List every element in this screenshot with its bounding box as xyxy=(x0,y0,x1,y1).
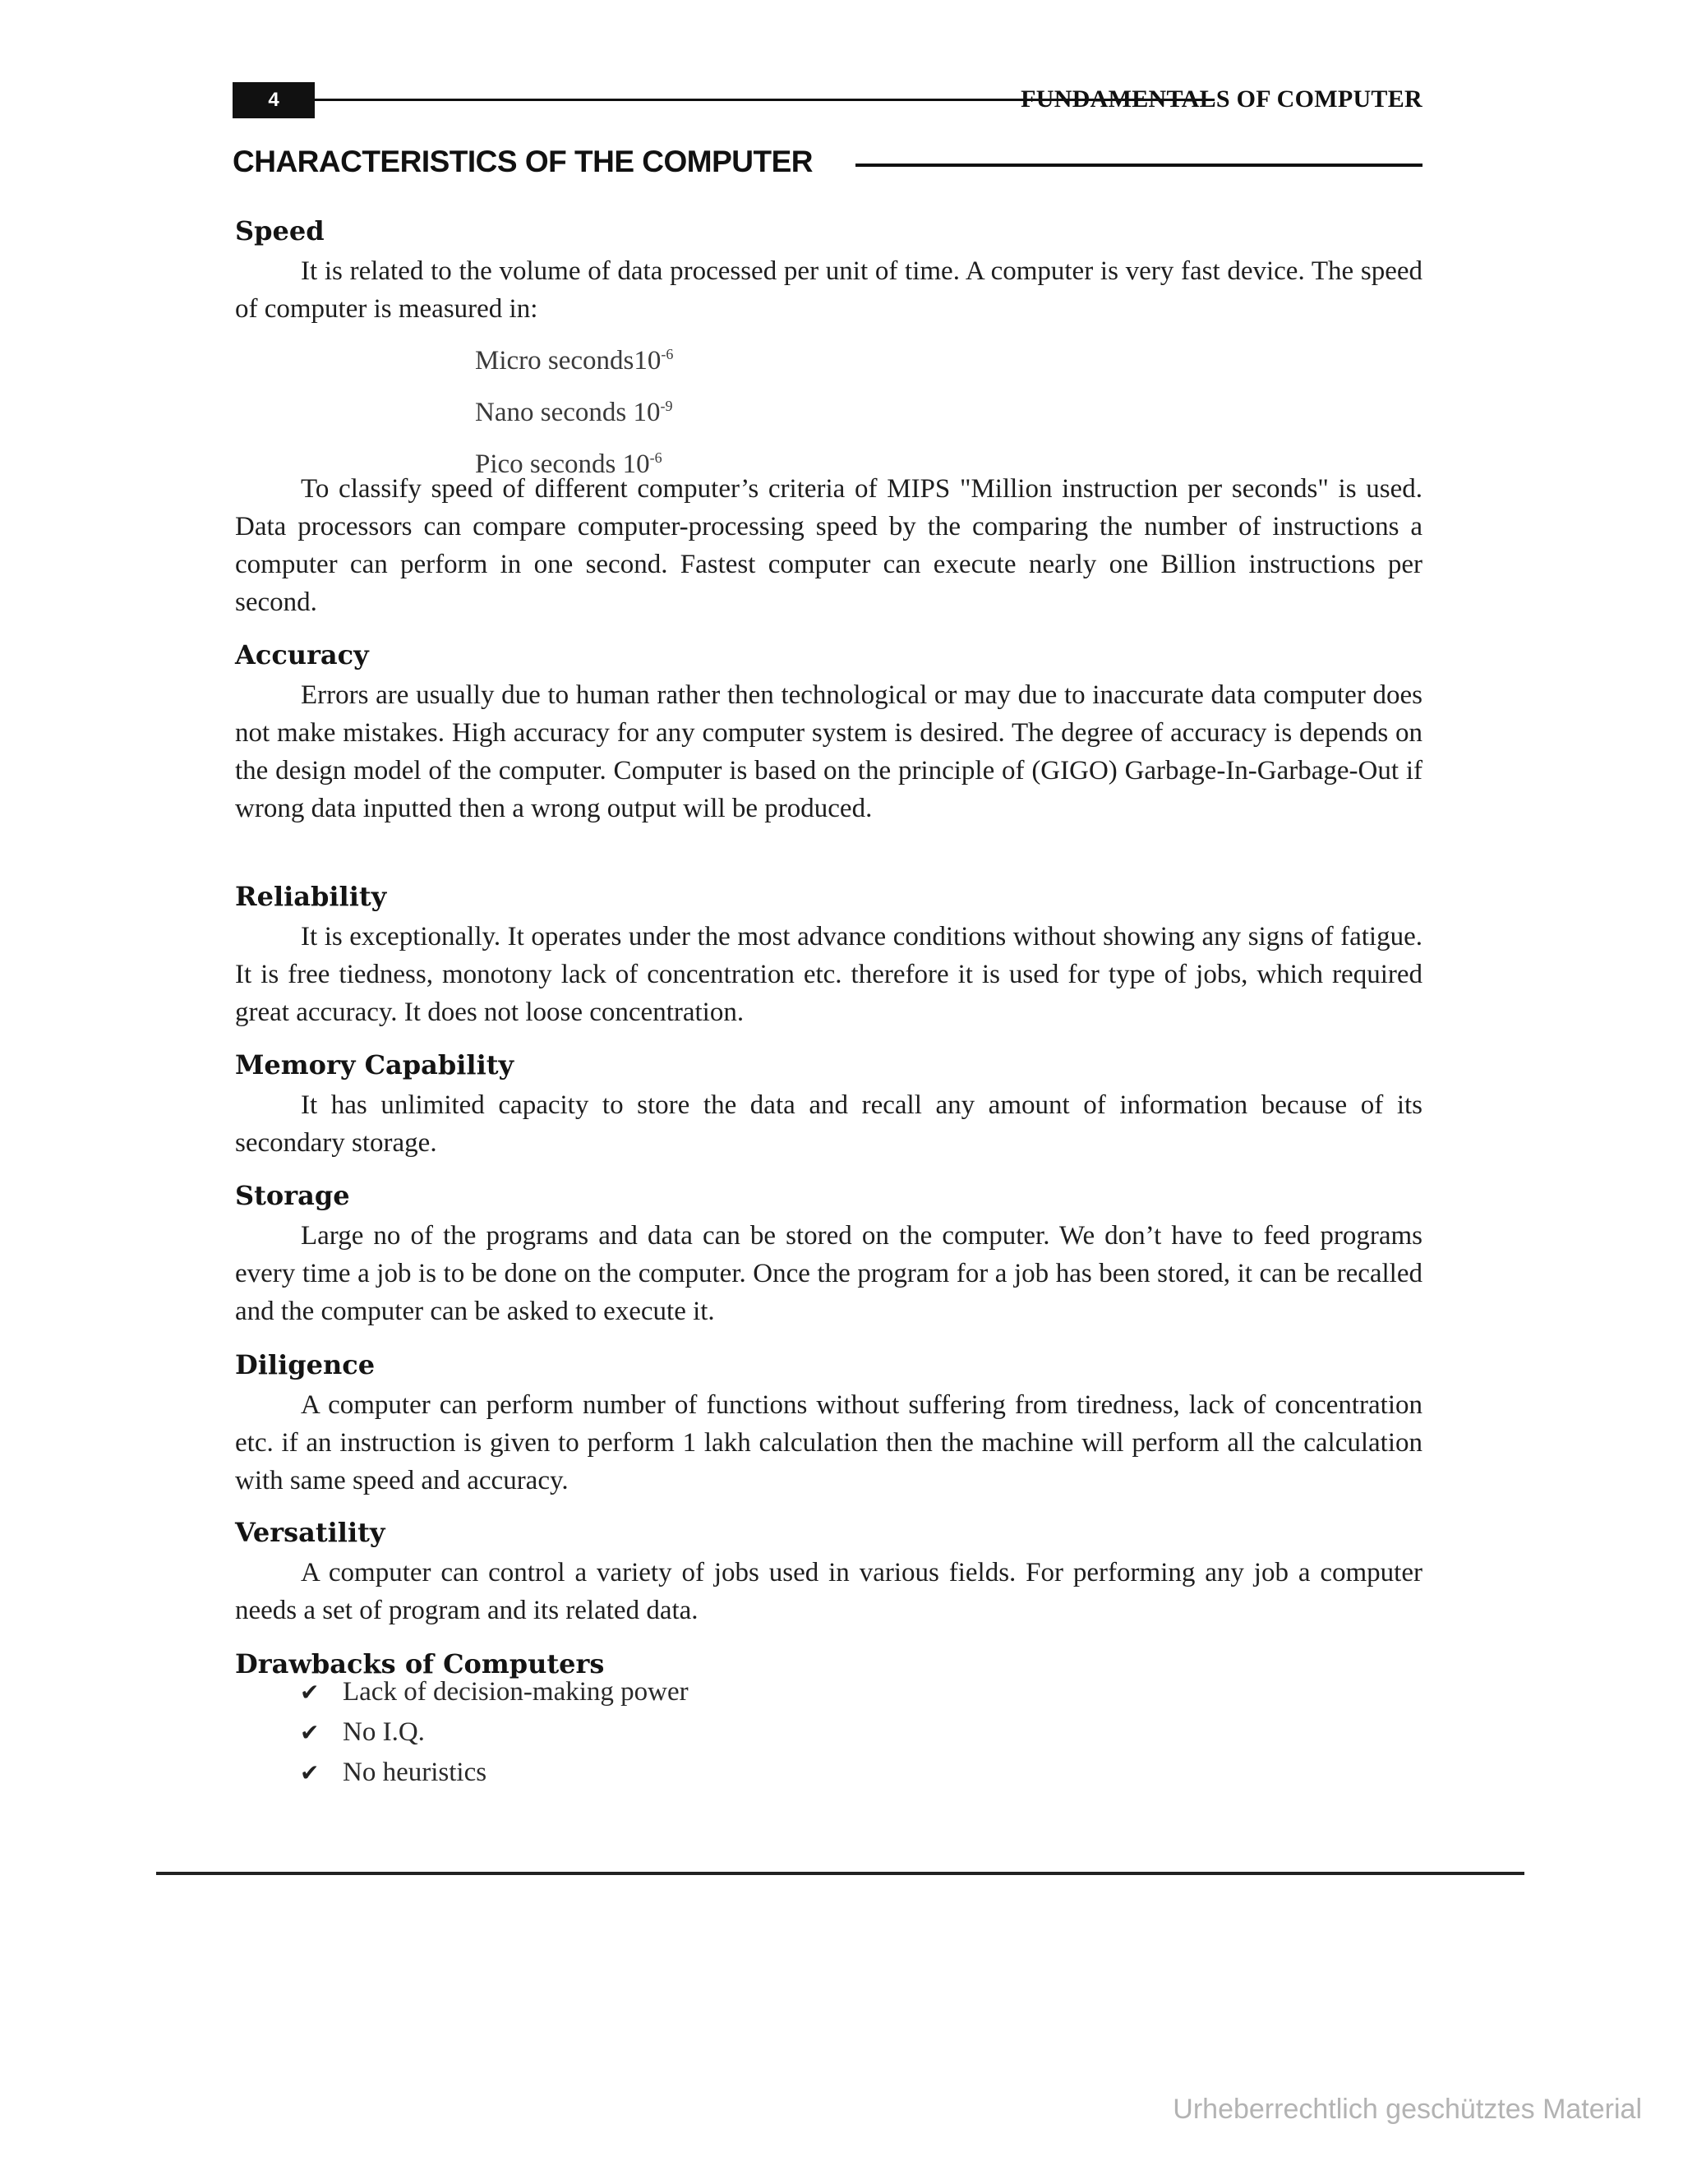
list-item: ✔ No heuristics xyxy=(300,1753,689,1793)
memory-paragraph: It has unlimited capacity to store the data and recall any amount of information because of its secondary storage. xyxy=(235,1090,1422,1158)
checkmark-icon: ✔ xyxy=(300,1719,320,1746)
storage-paragraph: Large no of the programs and data can be stored on the computer. We don’t have to feed programs every time a job is to be done on the computer. Once the program for a job has been stored, it can be recalled and the computer can be asked to execute it. xyxy=(235,1221,1422,1326)
copyright-watermark: Urheberrechtlich geschütztes Material xyxy=(1173,2094,1642,2125)
chapter-heading xyxy=(233,145,1422,186)
section-heading-speed: Speed xyxy=(235,215,325,247)
checkmark-icon: ✔ xyxy=(300,1759,320,1786)
footer-rule xyxy=(156,1872,1524,1875)
section-heading-drawbacks: Drawbacks of Computers xyxy=(235,1648,605,1679)
chapter-rule xyxy=(855,164,1422,167)
section-heading-memory-capability: Memory Capability xyxy=(235,1049,514,1080)
section-heading-reliability: Reliability xyxy=(235,881,387,912)
diligence-paragraph: A computer can perform number of functions without suffering from tiredness, lack of concentration etc. if an instruction is given to perform 1 lakh calculation then the machine will perform all the calculation with same speed and accuracy. xyxy=(235,1390,1422,1495)
chapter-title: CHARACTERISTICS OF THE COMPUTER xyxy=(233,145,813,178)
list-item: ✔ Lack of decision-making power xyxy=(300,1672,689,1712)
versatility-paragraph: A computer can control a variety of jobs used in various fields. For performing any job a computer needs a set of program and its related data. xyxy=(235,1558,1422,1625)
speed-unit-item: Nano seconds $10^{-9}$ xyxy=(475,398,673,427)
accuracy-paragraph: Errors are usually due to human rather then technological or may due to inaccurate data computer does not make mistakes. High accuracy for any computer system is desired. The degree of accuracy is depends on the design model of the computer. Computer is based on the principle of (GIGO) Garbage-In-Garbage-Out if wrong data inputted then a wrong output will be produced. xyxy=(235,680,1422,823)
section-heading-storage: Storage xyxy=(235,1180,350,1211)
page-number: 4 xyxy=(233,82,315,118)
section-heading-accuracy: Accuracy xyxy=(235,639,369,670)
speed-body-paragraph: To classify speed of different computer’s criteria of MIPS "Million instruction per seconds" is used. Data processors can compare computer-processing speed by the comparing the number of instructions a computer can perform in one second. Fastest computer can execute nearly one Billion instructions per second. xyxy=(235,474,1422,617)
section-heading-versatility: Versatility xyxy=(235,1517,385,1548)
running-header xyxy=(233,82,1422,118)
reliability-paragraph: It is exceptionally. It operates under the most advance conditions without showing any signs of fatigue. It is free tiedness, monotony lack of concentration etc. therefore it is used for type of jobs, which required great accuracy. It does not loose concentration. xyxy=(235,922,1422,1027)
section-heading-diligence: Diligence xyxy=(235,1349,376,1380)
speed-intro-paragraph: It is related to the volume of data processed per unit of time. A computer is very fast device. The speed of computer is measured in: xyxy=(235,256,1422,324)
speed-unit-item: Pico seconds $10^{-6}$ xyxy=(475,449,662,479)
list-item: ✔ No I.Q. xyxy=(300,1712,689,1753)
speed-unit-item: Micro $seconds10^{-6}$ xyxy=(475,346,674,376)
speed-units-list xyxy=(475,332,673,487)
checkmark-icon: ✔ xyxy=(300,1679,320,1706)
book-title: FUNDAMENTALS OF COMPUTER xyxy=(1021,85,1422,113)
drawbacks-list xyxy=(300,1672,689,1793)
